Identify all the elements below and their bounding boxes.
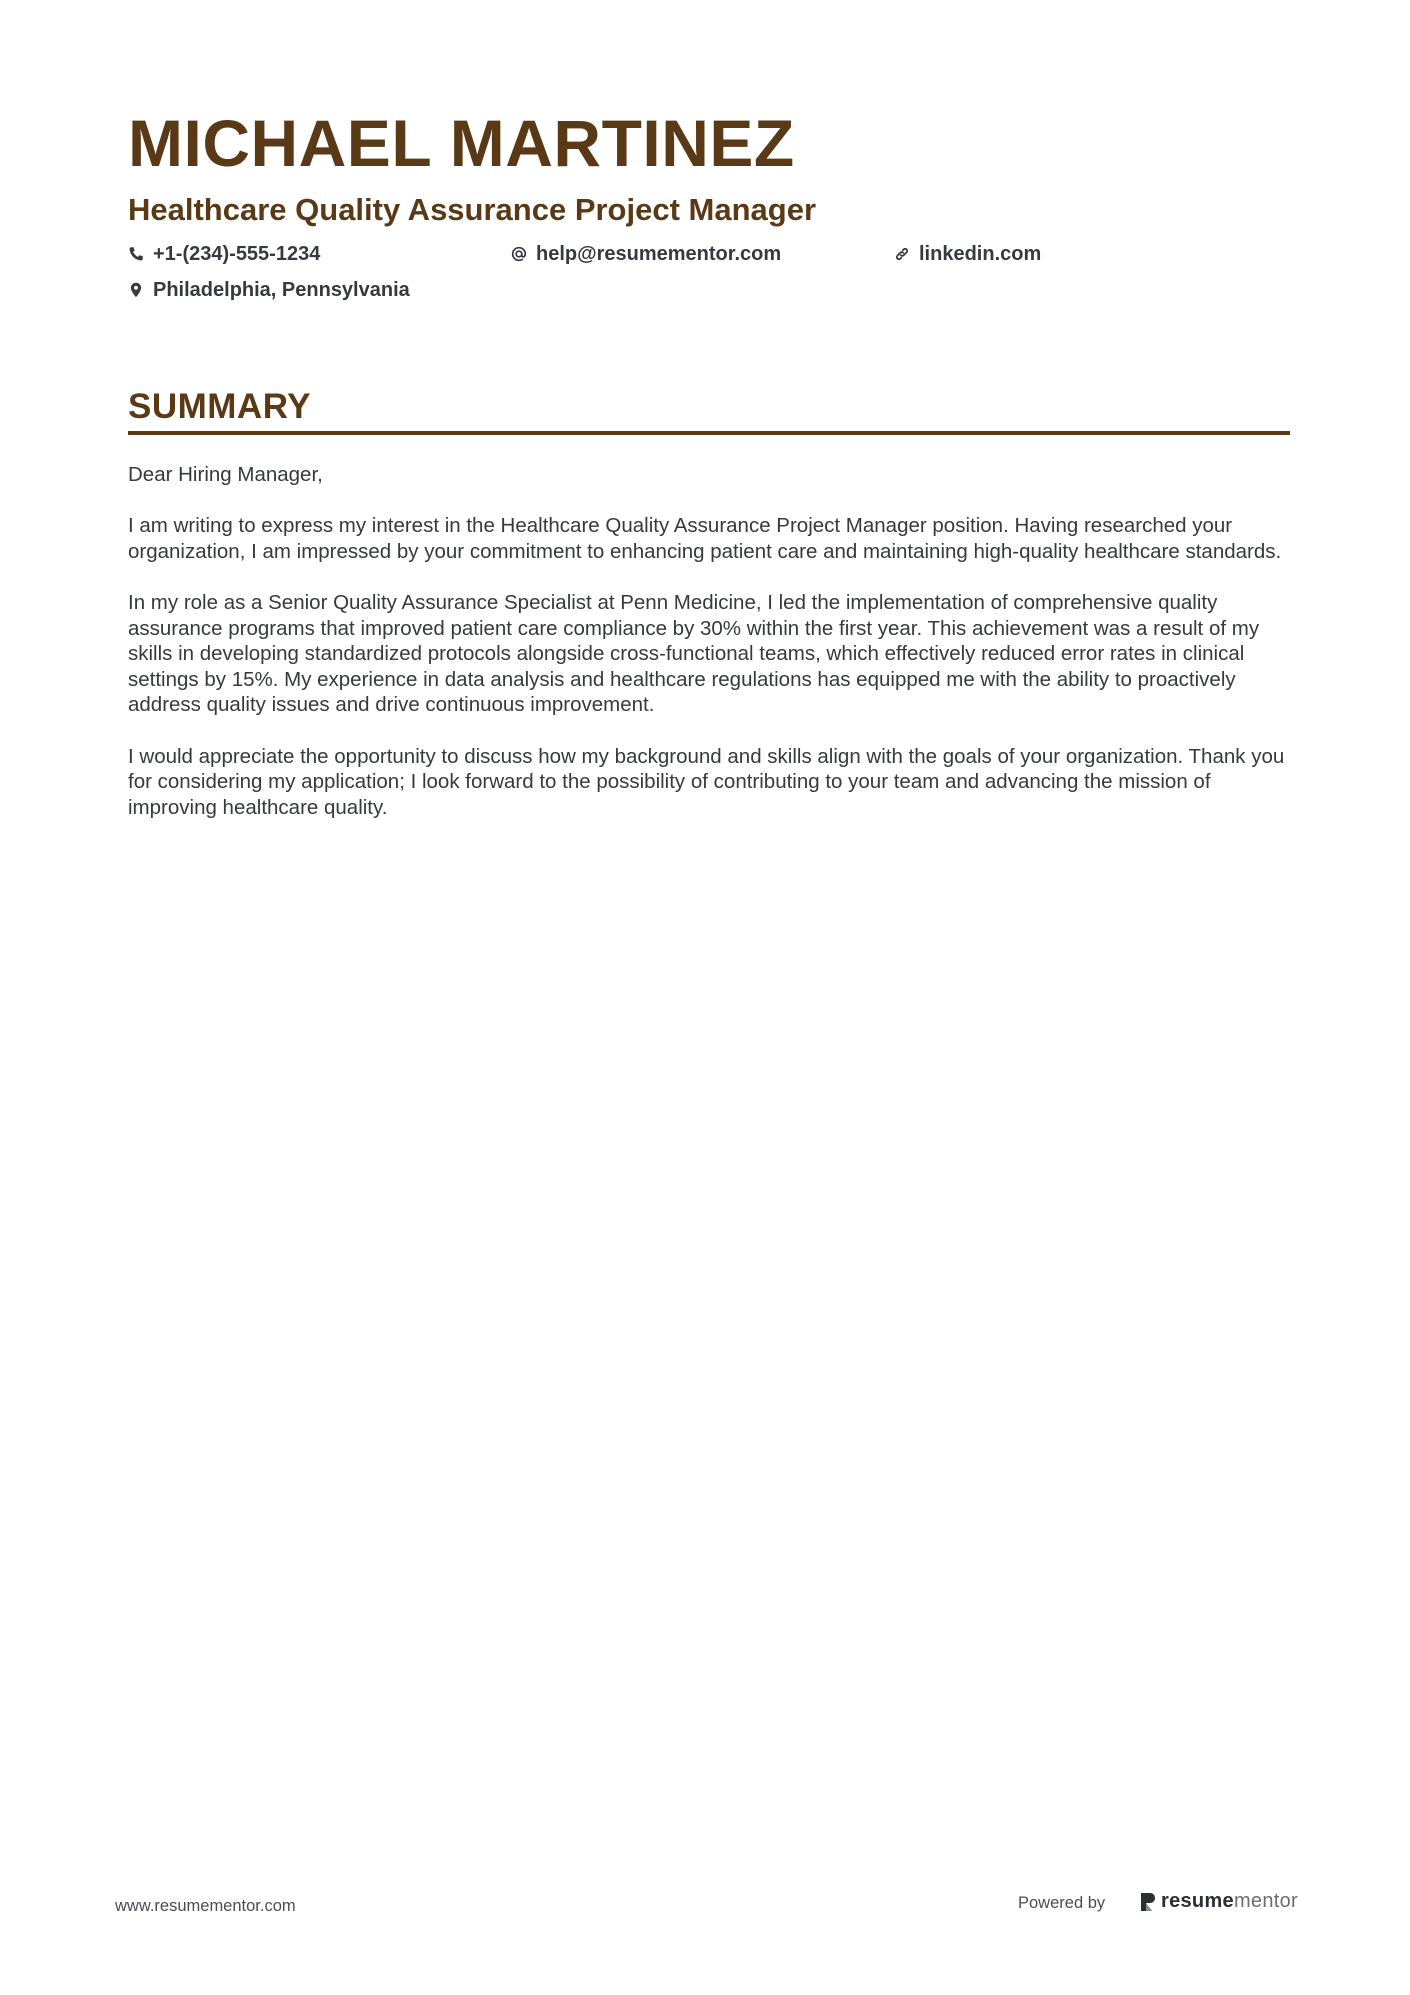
- contact-linkedin: [894, 244, 1041, 264]
- job-title: Healthcare Quality Assurance Project Manager: [128, 192, 817, 227]
- powered-by-label: Powered by: [1018, 1894, 1106, 1912]
- candidate-name: MICHAEL MARTINEZ: [128, 106, 795, 180]
- summary-body: [128, 462, 1293, 846]
- footer-website-link[interactable]: www.resumementor.com: [115, 1897, 296, 1915]
- body-paragraph: In my role as a Senior Quality Assurance Specialist at Penn Medicine, I led the implementation of comprehensive quality assurance programs that improved patient care compliance by 30% within the first year. This achievement was a result of my skills in developing standardized protocols alongside cross-functional teams, which effectively reduced error rates in clinical settings by 15%. My experience in data analysis and healthcare regulations has equipped me with the ability to proactively address quality issues and drive continuous improvement.: [128, 590, 1260, 717]
- phone-number[interactable]: +1-(234)-555-1234: [153, 243, 321, 265]
- body-paragraph: I would appreciate the opportunity to discuss how my background and skills align with the goals of your organization. Thank you for considering my application; I look forward to the possibility of contributing to your team and advancing the mission of improving healthcare quality.: [128, 744, 1285, 819]
- phone-icon: [128, 246, 144, 262]
- location-text: Philadelphia, Pennsylvania: [153, 279, 410, 301]
- contact-location: [128, 280, 410, 300]
- body-paragraph: I am writing to express my interest in the Healthcare Quality Assurance Project Manager position. Having researched your organization, I am impressed by your commitment to enhancing patient care and maintaining high-quality healthcare standards.: [128, 514, 1282, 563]
- contact-email: [511, 244, 781, 264]
- brand-logo[interactable]: [1140, 1890, 1298, 1913]
- link-icon: [894, 246, 910, 262]
- location-pin-icon: [128, 282, 144, 298]
- brand-name-light: mentor: [1233, 1890, 1298, 1912]
- brand-name-bold: resume: [1161, 1890, 1234, 1912]
- summary-heading: SUMMARY: [128, 387, 312, 426]
- resumementor-logo-icon: [1140, 1892, 1156, 1912]
- section-divider: [128, 431, 1290, 435]
- linkedin-link[interactable]: linkedin.com: [919, 243, 1042, 265]
- contact-phone: [128, 244, 320, 264]
- email-address[interactable]: help@resumementor.com: [536, 243, 782, 265]
- salutation: Dear Hiring Manager,: [128, 463, 323, 486]
- at-icon: [511, 246, 527, 262]
